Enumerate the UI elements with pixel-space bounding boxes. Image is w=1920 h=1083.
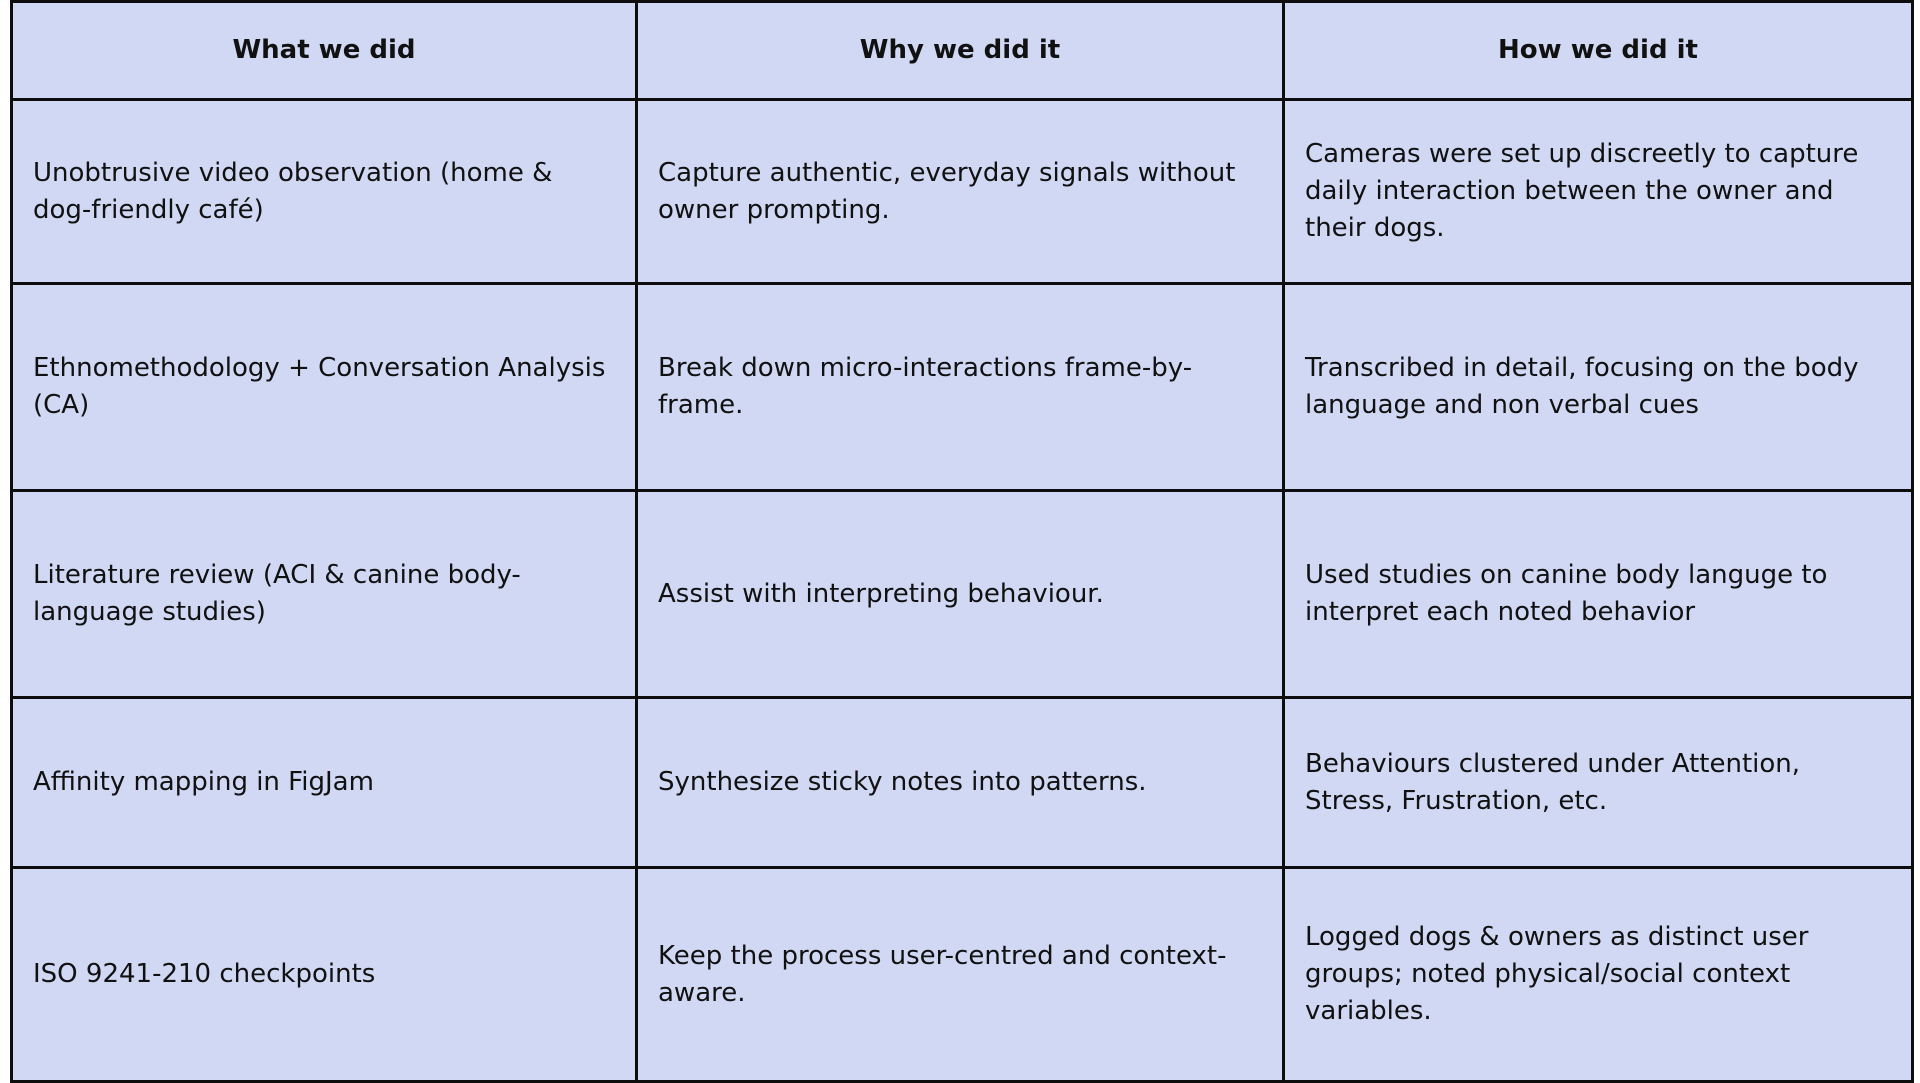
table-row (12, 491, 1913, 698)
table-row (12, 868, 1913, 1082)
cell-how: Behaviours clustered under Attention, Stress, Frustration, etc. (1284, 698, 1913, 868)
cell-how: Logged dogs & owners as distinct user groups; noted physical/social context variables. (1284, 868, 1913, 1082)
cell-what: Unobtrusive video observation (home & dog-friendly café) (12, 100, 637, 284)
cell-why: Synthesize sticky notes into patterns. (637, 698, 1284, 868)
cell-what: Ethnomethodology + Conversation Analysis (CA) (12, 284, 637, 491)
cell-why: Capture authentic, everyday signals without owner prompting. (637, 100, 1284, 284)
table-body (12, 100, 1913, 1082)
table-row (12, 100, 1913, 284)
cell-how: Used studies on canine body languge to interpret each noted behavior (1284, 491, 1913, 698)
header-how: How we did it (1284, 2, 1913, 100)
cell-how: Cameras were set up discreetly to capture daily interaction between the owner and their dogs. (1284, 100, 1913, 284)
cell-what: Literature review (ACI & canine body-language studies) (12, 491, 637, 698)
cell-why: Keep the process user-centred and context-aware. (637, 868, 1284, 1082)
header-why: Why we did it (637, 2, 1284, 100)
table-row (12, 698, 1913, 868)
methodology-table (10, 0, 1914, 1083)
table-header (12, 2, 1913, 100)
cell-what: ISO 9241-210 checkpoints (12, 868, 637, 1082)
table-row (12, 284, 1913, 491)
cell-why: Assist with interpreting behaviour. (637, 491, 1284, 698)
cell-how: Transcribed in detail, focusing on the body language and non verbal cues (1284, 284, 1913, 491)
cell-why: Break down micro-interactions frame-by-frame. (637, 284, 1284, 491)
header-what: What we did (12, 2, 637, 100)
cell-what: Affinity mapping in FigJam (12, 698, 637, 868)
header-row (12, 2, 1913, 100)
